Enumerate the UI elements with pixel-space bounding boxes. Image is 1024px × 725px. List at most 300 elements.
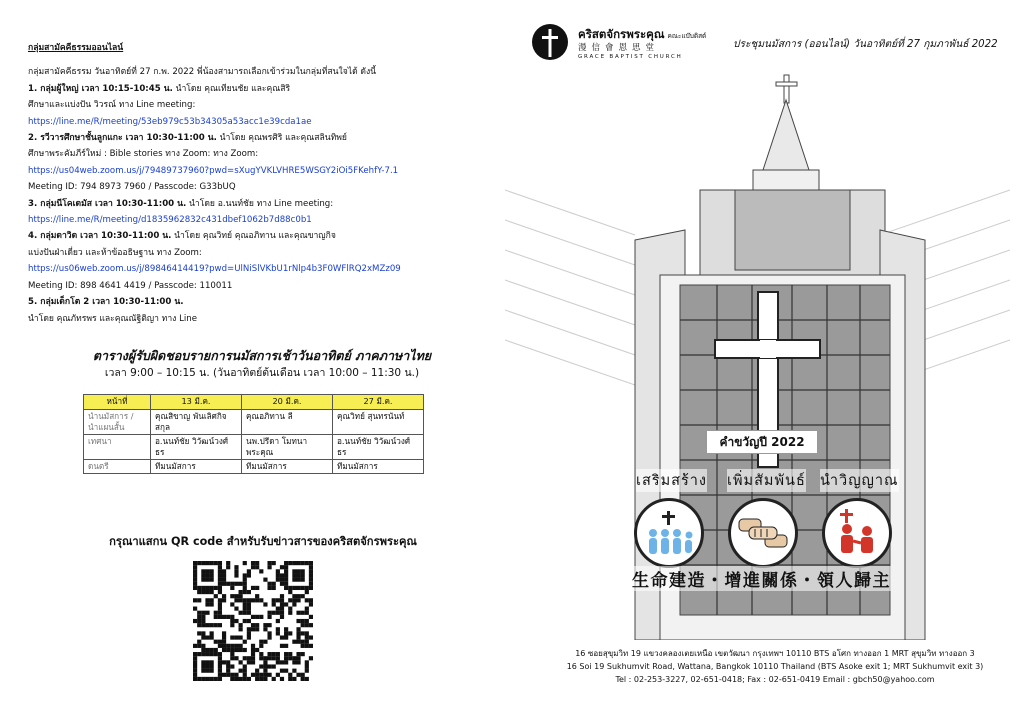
qr-module (292, 677, 296, 681)
qr-module (230, 615, 234, 619)
qr-module (251, 648, 255, 652)
table-cell: นพ.ปรีดา โมทนาพระคุณ (242, 435, 333, 460)
qr-module (234, 565, 238, 569)
qr-module (222, 615, 226, 619)
qr-module (251, 615, 255, 619)
qr-module (239, 677, 243, 681)
qr-module (230, 664, 234, 668)
qr-module (197, 615, 201, 619)
qr-module (288, 611, 292, 615)
qr-module (267, 615, 271, 619)
group-4-link[interactable]: https://us06web.zoom.us/j/89846414419?pwd=UlNiSlVKbU1rNlp4b3F0WFlRQ2xMZz09 (28, 264, 401, 275)
qr-module (201, 578, 205, 582)
qr-module (210, 569, 214, 573)
qr-module (247, 607, 251, 611)
motto-item-relationship: เพิ่มสัมพันธ์ (727, 469, 806, 492)
qr-module (226, 660, 230, 664)
qr-module (243, 677, 247, 681)
qr-module (226, 664, 230, 668)
qr-module (210, 578, 214, 582)
qr-module (214, 623, 218, 627)
qr-module (288, 590, 292, 594)
qr-module (280, 602, 284, 606)
qr-module (243, 648, 247, 652)
qr-module (296, 586, 300, 590)
qr-module (210, 677, 214, 681)
qr-module (214, 648, 218, 652)
qr-module (280, 607, 284, 611)
qr-module (276, 656, 280, 660)
qr-module (197, 631, 201, 635)
qr-module (218, 602, 222, 606)
qr-module (230, 619, 234, 623)
table-header: หน้าที่ (84, 395, 151, 410)
qr-module (214, 611, 218, 615)
qr-module (239, 669, 243, 673)
motto-item-evangelism: นำวิญญาณ (820, 469, 899, 492)
qr-module (193, 569, 197, 573)
qr-module (226, 673, 230, 677)
qr-module (197, 598, 201, 602)
qr-module (218, 660, 222, 664)
qr-module (239, 582, 243, 586)
qr-module (280, 660, 284, 664)
qr-module (197, 611, 201, 615)
qr-module (276, 598, 280, 602)
qr-module (305, 623, 309, 627)
qr-module (284, 631, 288, 635)
table-cell: ทีมนมัสการ (242, 460, 333, 474)
qr-module (201, 631, 205, 635)
qr-module (263, 656, 267, 660)
qr-module (234, 635, 238, 639)
table-cell: นำนมัสการ / นำแผนสั้น (84, 410, 151, 435)
qr-module (284, 669, 288, 673)
qr-module (218, 569, 222, 573)
qr-module (243, 664, 247, 668)
qr-module (214, 586, 218, 590)
qr-module (222, 598, 226, 602)
qr-module (193, 669, 197, 673)
qr-module (243, 656, 247, 660)
qr-module (267, 582, 271, 586)
qr-module (272, 664, 276, 668)
qr-module (272, 656, 276, 660)
qr-module (210, 652, 214, 656)
qr-module (218, 644, 222, 648)
qr-module (272, 677, 276, 681)
qr-module (210, 590, 214, 594)
qr-module (292, 640, 296, 644)
qr-module (259, 664, 263, 668)
qr-module (292, 569, 296, 573)
qr-module (280, 594, 284, 598)
qr-module (267, 656, 271, 660)
qr-module (218, 573, 222, 577)
qr-module (301, 561, 305, 565)
qr-module (284, 656, 288, 660)
qr-module (288, 652, 292, 656)
qr-module (251, 652, 255, 656)
qr-module (272, 582, 276, 586)
qr-module (193, 644, 197, 648)
qr-module (197, 644, 201, 648)
qr-module (309, 644, 313, 648)
qr-module (222, 573, 226, 577)
qr-module (280, 644, 284, 648)
qr-module (267, 635, 271, 639)
qr-module (239, 644, 243, 648)
table-row (84, 460, 424, 474)
group-1-link[interactable]: https://line.me/R/meeting/53eb979c53b34305a53acc1e39cda1ae (28, 116, 312, 127)
qr-module (305, 660, 309, 664)
qr-module (301, 631, 305, 635)
qr-module (230, 582, 234, 586)
qr-module (197, 677, 201, 681)
qr-module (255, 586, 259, 590)
group-3-link[interactable]: https://line.me/R/meeting/d1835962832c431dbef1062b7d88c0b1 (28, 215, 312, 226)
qr-module (218, 578, 222, 582)
qr-module (259, 615, 263, 619)
qr-module (288, 561, 292, 565)
qr-module (309, 586, 313, 590)
qr-module (305, 590, 309, 594)
table-cell: ทีมนมัสการ (333, 460, 424, 474)
qr-module (201, 573, 205, 577)
table-cell: ดนตรี (84, 460, 151, 474)
table-cell: เทศนา (84, 435, 151, 460)
qr-module (301, 569, 305, 573)
qr-module (230, 586, 234, 590)
qr-module (201, 611, 205, 615)
qr-module (205, 648, 209, 652)
qr-module (276, 673, 280, 677)
qr-module (218, 561, 222, 565)
qr-module (239, 598, 243, 602)
qr-module (247, 619, 251, 623)
qr-module (267, 631, 271, 635)
qr-module (218, 640, 222, 644)
qr-module (205, 573, 209, 577)
qr-instruction: กรุณาแสกน QR code สำหรับรับข่าวสารของคริสตจักรพระคุณ (109, 535, 417, 548)
church-name-chinese: 漫信會恩思堂 (578, 43, 660, 53)
qr-module (214, 652, 218, 656)
qr-module (222, 660, 226, 664)
group-5-heading: 5. กลุ่มเด็กโต 2 เวลา 10:30-11:00 น. (28, 297, 184, 308)
qr-module (255, 669, 259, 673)
qr-module (301, 623, 305, 627)
qr-module (205, 598, 209, 602)
qr-module (301, 578, 305, 582)
qr-module (222, 644, 226, 648)
qr-module (210, 631, 214, 635)
service-title: ประชุมนมัสการ (ออนไลน์) วันอาทิตย์ที่ 27 กุมภาพันธ์ 2022 (733, 39, 998, 50)
table-cell: อ.นนท์ชัย วิวัฒน์วงศ์ธร (151, 435, 242, 460)
qr-module (234, 598, 238, 602)
qr-module (210, 586, 214, 590)
qr-module (214, 561, 218, 565)
qr-module (193, 598, 197, 602)
qr-module (301, 586, 305, 590)
qr-module (201, 586, 205, 590)
handshake-icon (728, 498, 798, 568)
qr-module (284, 627, 288, 631)
qr-module (239, 660, 243, 664)
qr-module (267, 664, 271, 668)
qr-module (197, 652, 201, 656)
qr-module (201, 569, 205, 573)
qr-module (210, 602, 214, 606)
qr-module (243, 586, 247, 590)
group-5-desc: นำโดย คุณภัทรพร และคุณณัฐิติญา ทาง Line (28, 313, 197, 324)
qr-module (193, 656, 197, 660)
qr-module (255, 615, 259, 619)
qr-module (267, 586, 271, 590)
people-with-cross-icon (822, 498, 892, 568)
table-row (84, 410, 424, 435)
qr-module (201, 635, 205, 639)
qr-module (218, 669, 222, 673)
church-name: คริสตจักรพระคุณ คณะแบ๊บติสต์ (578, 27, 707, 41)
qr-module (214, 677, 218, 681)
qr-module (201, 664, 205, 668)
qr-module (305, 607, 309, 611)
qr-module (243, 561, 247, 565)
qr-module (251, 561, 255, 565)
motto-label: คำขวัญปี 2022 (706, 430, 818, 454)
qr-module (288, 673, 292, 677)
qr-module (214, 640, 218, 644)
qr-module (259, 656, 263, 660)
qr-module (276, 627, 280, 631)
qr-module (259, 598, 263, 602)
qr-module (259, 640, 263, 644)
intro-text: กลุ่มสามัคคีธรรม วันอาทิตย์ที่ 27 ก.พ. 2022 พี่น้องสามารถเลือกเข้าร่วมในกลุ่มที่สนใจได้ ดังนี้ (28, 67, 377, 78)
qr-module (309, 578, 313, 582)
qr-module (267, 611, 271, 615)
qr-module (276, 652, 280, 656)
qr-module (292, 602, 296, 606)
qr-module (243, 582, 247, 586)
qr-module (210, 660, 214, 664)
qr-module (292, 594, 296, 598)
qr-module (193, 565, 197, 569)
qr-module (280, 582, 284, 586)
qr-module (222, 569, 226, 573)
qr-module (218, 656, 222, 660)
qr-module (197, 561, 201, 565)
qr-module (201, 623, 205, 627)
group-1-heading: 1. กลุ่มผู้ใหญ่ เวลา 10:15-10:45 น. นำโดย คุณเทียนชัย และคุณสิริ (28, 83, 291, 94)
qr-module (296, 611, 300, 615)
qr-module (247, 627, 251, 631)
congregation-icon (634, 498, 704, 568)
qr-module (193, 677, 197, 681)
qr-module (267, 623, 271, 627)
address-block (540, 647, 1010, 687)
qr-module (263, 660, 267, 664)
qr-module (251, 623, 255, 627)
qr-module (201, 619, 205, 623)
duty-table (83, 394, 424, 474)
qr-module (267, 652, 271, 656)
qr-module (222, 673, 226, 677)
qr-module (296, 594, 300, 598)
qr-module (218, 586, 222, 590)
qr-module (263, 664, 267, 668)
table-row (84, 435, 424, 460)
qr-module (309, 598, 313, 602)
qr-module (309, 656, 313, 660)
qr-module (230, 677, 234, 681)
qr-module (222, 648, 226, 652)
qr-module (243, 607, 247, 611)
qr-module (255, 673, 259, 677)
qr-module (296, 660, 300, 664)
qr-module (280, 635, 284, 639)
qr-module (263, 578, 267, 582)
qr-module (267, 561, 271, 565)
qr-module (222, 635, 226, 639)
qr-module (272, 561, 276, 565)
qr-module (201, 644, 205, 648)
qr-module (276, 573, 280, 577)
qr-module (234, 582, 238, 586)
qr-module (301, 673, 305, 677)
qr-module (305, 664, 309, 668)
qr-code[interactable] (193, 561, 313, 681)
qr-module (305, 677, 309, 681)
qr-module (309, 573, 313, 577)
qr-module (301, 652, 305, 656)
qr-module (259, 569, 263, 573)
qr-module (247, 631, 251, 635)
church-logo-icon (530, 22, 572, 64)
qr-module (234, 607, 238, 611)
qr-module (292, 660, 296, 664)
qr-module (193, 561, 197, 565)
schedule-time: เวลา 9:00 – 10:15 น. (วันอาทิตย์ต้นเดือน เวลา 10:00 – 11:30 น.) (104, 367, 420, 379)
qr-module (197, 640, 201, 644)
address-english: 16 Soi 19 Sukhumvit Road, Wattana, Bangkok 10110 Thailand (BTS Asoke exit 1; MRT Sukhumvit exit 3) (566, 662, 984, 672)
qr-module (280, 677, 284, 681)
qr-module (205, 602, 209, 606)
qr-module (230, 648, 234, 652)
qr-module (218, 611, 222, 615)
qr-module (276, 631, 280, 635)
qr-module (205, 586, 209, 590)
group-2-link[interactable]: https://us04web.zoom.us/j/79489737960?pwd=sXugYVKLVHRE5WSGY2iOi5FKehfY-7.1 (28, 165, 399, 176)
qr-module (288, 656, 292, 660)
qr-module (201, 561, 205, 565)
motto-item-build: เสริมสร้าง (636, 469, 707, 492)
qr-module (280, 598, 284, 602)
qr-module (263, 677, 267, 681)
qr-module (226, 669, 230, 673)
qr-module (309, 615, 313, 619)
qr-module (284, 660, 288, 664)
qr-module (234, 569, 238, 573)
qr-module (284, 565, 288, 569)
table-header: 27 มี.ค. (333, 395, 424, 410)
qr-module (267, 673, 271, 677)
qr-module (301, 594, 305, 598)
qr-module (247, 611, 251, 615)
qr-module (193, 578, 197, 582)
qr-module (201, 615, 205, 619)
qr-module (284, 573, 288, 577)
qr-module (284, 602, 288, 606)
qr-module (301, 611, 305, 615)
qr-module (272, 586, 276, 590)
qr-module (301, 644, 305, 648)
qr-module (284, 586, 288, 590)
qr-module (288, 677, 292, 681)
qr-module (218, 590, 222, 594)
qr-module (234, 644, 238, 648)
qr-module (284, 561, 288, 565)
qr-module (263, 640, 267, 644)
qr-module (292, 656, 296, 660)
qr-module (214, 615, 218, 619)
qr-module (205, 677, 209, 681)
qr-module (259, 673, 263, 677)
qr-module (193, 652, 197, 656)
qr-module (239, 594, 243, 598)
qr-module (255, 561, 259, 565)
qr-module (276, 611, 280, 615)
qr-module (230, 673, 234, 677)
qr-module (251, 586, 255, 590)
qr-module (301, 640, 305, 644)
qr-module (230, 652, 234, 656)
qr-module (296, 627, 300, 631)
qr-module (230, 623, 234, 627)
qr-module (205, 635, 209, 639)
qr-module (193, 664, 197, 668)
qr-module (205, 652, 209, 656)
qr-module (201, 652, 205, 656)
qr-module (205, 590, 209, 594)
section-title: กลุ่มสามัคคีธรรมออนไลน์ (28, 43, 124, 53)
qr-module (280, 611, 284, 615)
qr-module (210, 664, 214, 668)
qr-module (309, 561, 313, 565)
qr-module (226, 648, 230, 652)
qr-module (234, 656, 238, 660)
table-header-row (84, 395, 424, 410)
qr-module (197, 590, 201, 594)
qr-module (296, 561, 300, 565)
qr-module (210, 669, 214, 673)
qr-module (251, 598, 255, 602)
qr-module (284, 644, 288, 648)
qr-module (243, 640, 247, 644)
qr-module (193, 582, 197, 586)
group-3-heading: 3. กลุ่มนีโคเดมัส เวลา 10:30-11:00 น. นำโดย อ.นนท์ชัย ทาง Line meeting: (28, 198, 334, 209)
qr-module (247, 598, 251, 602)
qr-module (267, 565, 271, 569)
address-thai: 16 ซอยสุขุมวิท 19 แขวงคลองเตยเหนือ เขตวัฒนา กรุงเทพฯ 10110 BTS อโศก ทางออก 1 MRT สุขุมวิท ทางออก 3 (575, 649, 975, 658)
qr-module (247, 602, 251, 606)
qr-module (296, 573, 300, 577)
qr-module (239, 635, 243, 639)
qr-module (255, 565, 259, 569)
qr-module (243, 578, 247, 582)
qr-module (243, 602, 247, 606)
qr-module (243, 619, 247, 623)
qr-module (218, 565, 222, 569)
